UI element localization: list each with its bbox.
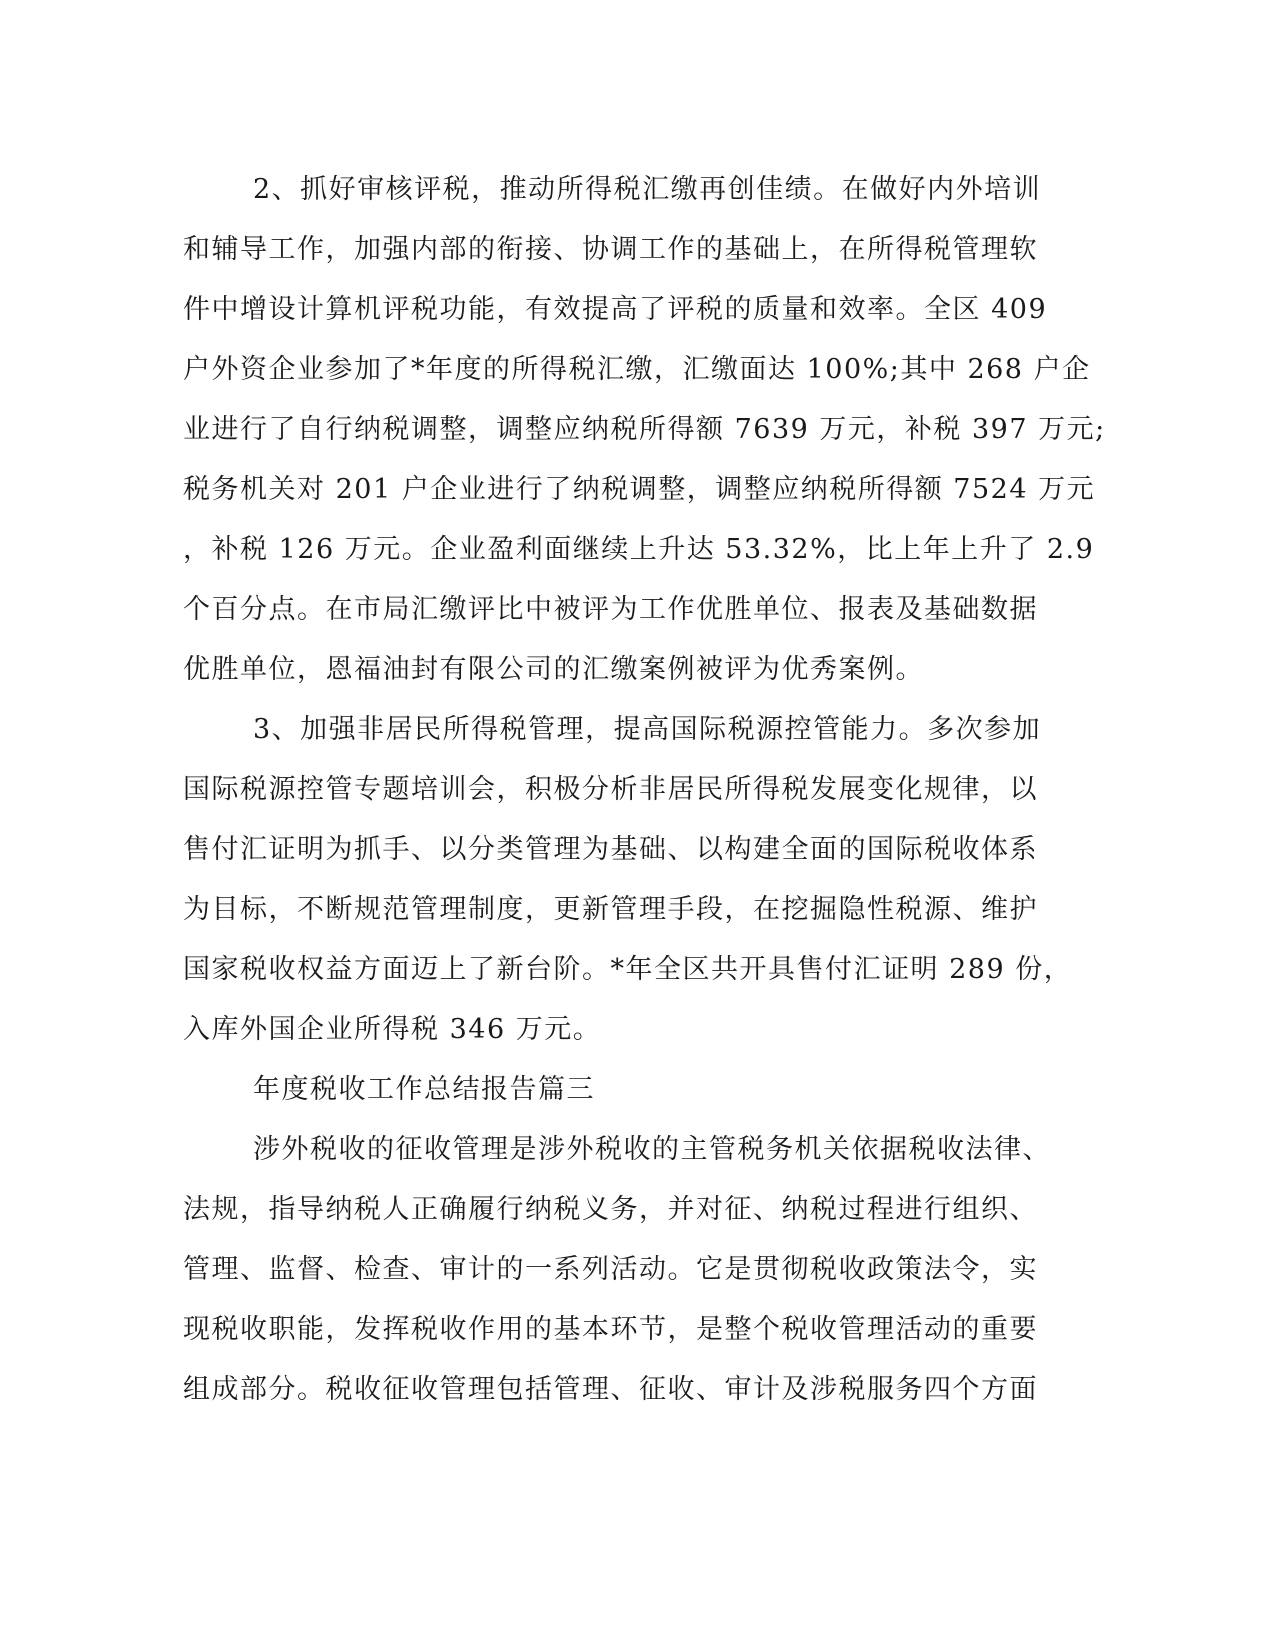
text-line: 国家税收权益方面迈上了新台阶。*年全区共开具售付汇证明 289 份， [183, 954, 1073, 985]
text-line: 优胜单位，恩福油封有限公司的汇缴案例被评为优秀案例。 [183, 654, 924, 685]
text-line: 管理、监督、检查、审计的一系列活动。它是贯彻税收政策法令，实 [183, 1254, 1038, 1285]
section-title: 年度税收工作总结报告篇三 [253, 1074, 595, 1105]
text-line: 涉外税收的征收管理是涉外税收的主管税务机关依据税收法律、 [253, 1134, 1051, 1165]
text-line: 和辅导工作，加强内部的衔接、协调工作的基础上，在所得税管理软 [183, 234, 1038, 265]
section-heading [183, 1060, 1053, 1120]
paragraph-audit-tax-assessment [183, 160, 1106, 700]
text-line: 为目标，不断规范管理制度，更新管理手段，在挖掘隐性税源、维护 [183, 894, 1038, 925]
text-line: 业进行了自行纳税调整，调整应纳税所得额 7639 万元，补税 397 万元; [183, 414, 1106, 445]
text-line: 组成部分。税收征收管理包括管理、征收、审计及涉税服务四个方面 [183, 1374, 1038, 1405]
text-line: 现税收职能，发挥税收作用的基本环节，是整个税收管理活动的重要 [183, 1314, 1038, 1345]
text-line: 税务机关对 201 户企业进行了纳税调整，调整应纳税所得额 7524 万元 [183, 474, 1096, 505]
text-line: 售付汇证明为抓手、以分类管理为基础、以构建全面的国际税收体系 [183, 834, 1038, 865]
text-line: 国际税源控管专题培训会，积极分析非居民所得税发展变化规律，以 [183, 774, 1038, 805]
text-line: 入库外国企业所得税 346 万元。 [183, 1014, 602, 1045]
document-body [183, 160, 1106, 1420]
paragraph-foreign-tax-collection [183, 1120, 1053, 1420]
text-line: 件中增设计算机评税功能，有效提高了评税的质量和效率。全区 409 [183, 294, 1048, 325]
text-line: ，补税 126 万元。企业盈利面继续上升达 53.32%，比上年上升了 2.9 [183, 534, 1095, 565]
text-line: 个百分点。在市局汇缴评比中被评为工作优胜单位、报表及基础数据 [183, 594, 1038, 625]
text-line: 户外资企业参加了*年度的所得税汇缴，汇缴面达 100%;其中 268 户企 [183, 354, 1091, 385]
paragraph-nonresident-tax [183, 700, 1073, 1060]
text-line: 3、加强非居民所得税管理，提高国际税源控管能力。多次参加 [253, 714, 1042, 745]
text-line: 法规，指导纳税人正确履行纳税义务，并对征、纳税过程进行组织、 [183, 1194, 1038, 1225]
text-line: 2、抓好审核评税，推动所得税汇缴再创佳绩。在做好内外培训 [253, 174, 1042, 205]
